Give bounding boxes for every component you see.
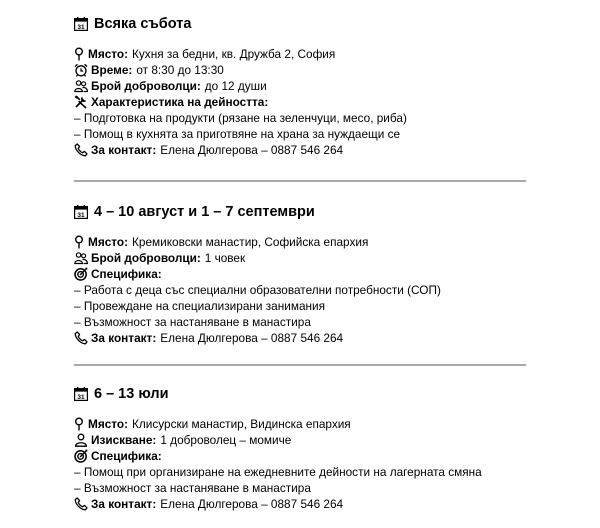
tools-icon <box>74 95 88 109</box>
contact-label: За контакт: <box>91 143 157 157</box>
section-heading <box>74 384 526 404</box>
features-label: Специфика: <box>91 267 162 281</box>
list-item: – Помощ в кухнята за приготвяне на храна за нуждаещи се <box>74 127 401 141</box>
target-icon <box>74 267 88 281</box>
volunteers-row <box>74 250 526 266</box>
section-august-september <box>74 202 526 346</box>
features-label: Специфика: <box>91 449 162 463</box>
calendar-icon <box>74 205 88 219</box>
place-row <box>74 234 526 250</box>
contact-row <box>74 142 526 158</box>
contact-label: За контакт: <box>91 331 157 345</box>
section-title: 6 – 13 юли <box>94 386 169 402</box>
section-title: Всяка събота <box>94 16 192 32</box>
requirement-value: 1 доброволец – момиче <box>160 433 292 447</box>
map-pin-icon <box>74 417 84 431</box>
time-label: Време: <box>91 63 133 77</box>
features-row <box>74 448 526 464</box>
requirement-row <box>74 432 526 448</box>
time-row <box>74 62 526 78</box>
calendar-icon <box>74 387 88 401</box>
features-row <box>74 94 526 110</box>
person-icon <box>74 433 88 447</box>
target-icon <box>74 449 88 463</box>
calendar-icon <box>74 17 88 31</box>
section-july <box>74 384 526 512</box>
svg-text:31: 31 <box>77 23 85 31</box>
section-divider <box>74 180 526 182</box>
phone-icon <box>74 143 88 157</box>
section-heading <box>74 202 526 222</box>
volunteers-label: Брой доброволци: <box>91 251 201 265</box>
contact-row <box>74 496 526 512</box>
list-item: – Възможност за настаняване в манастира <box>74 481 311 495</box>
svg-text:31: 31 <box>77 393 85 401</box>
list-item: – Помощ при организиране на ежедневните дейности на лагерната смяна <box>74 465 482 479</box>
map-pin-icon <box>74 235 84 249</box>
place-value: Кремиковски манастир, Софийска епархия <box>132 235 369 249</box>
list-item: – Провеждане на специализирани занимания <box>74 299 326 313</box>
svg-text:31: 31 <box>77 211 85 219</box>
place-label: Място: <box>88 47 129 61</box>
map-pin-icon <box>74 47 84 61</box>
contact-value: Елена Дюлгерова – 0887 546 264 <box>160 331 344 345</box>
phone-icon <box>74 497 88 511</box>
place-label: Място: <box>88 417 129 431</box>
place-value: Кухня за бедни, кв. Дружба 2, София <box>132 47 336 61</box>
alarm-clock-icon <box>74 63 88 77</box>
section-every-saturday <box>74 14 526 158</box>
section-heading <box>74 14 526 34</box>
place-label: Място: <box>88 235 129 249</box>
volunteers-row <box>74 78 526 94</box>
list-item: – Подготовка на продукти (рязане на зеленчуци, месо, риба) <box>74 111 407 125</box>
volunteers-label: Брой доброволци: <box>91 79 201 93</box>
features-label: Характеристика на дейността: <box>91 95 269 109</box>
contact-value: Елена Дюлгерова – 0887 546 264 <box>160 497 344 511</box>
section-title: 4 – 10 август и 1 – 7 септември <box>94 204 315 220</box>
requirement-label: Изискване: <box>91 433 157 447</box>
contact-label: За контакт: <box>91 497 157 511</box>
people-icon <box>74 79 88 93</box>
list-item: – Възможност за настаняване в манастира <box>74 315 311 329</box>
place-value: Клисурски манастир, Видинска епархия <box>132 417 351 431</box>
place-row <box>74 416 526 432</box>
section-divider <box>74 364 526 366</box>
features-row <box>74 266 526 282</box>
place-row <box>74 46 526 62</box>
list-item: – Работа с деца със специални образователни потребности (СОП) <box>74 283 441 297</box>
contact-value: Елена Дюлгерова – 0887 546 264 <box>160 143 344 157</box>
volunteers-value: до 12 души <box>204 79 267 93</box>
time-value: от 8:30 до 13:30 <box>136 63 224 77</box>
contact-row <box>74 330 526 346</box>
volunteers-value: 1 човек <box>204 251 246 265</box>
people-icon <box>74 251 88 265</box>
phone-icon <box>74 331 88 345</box>
